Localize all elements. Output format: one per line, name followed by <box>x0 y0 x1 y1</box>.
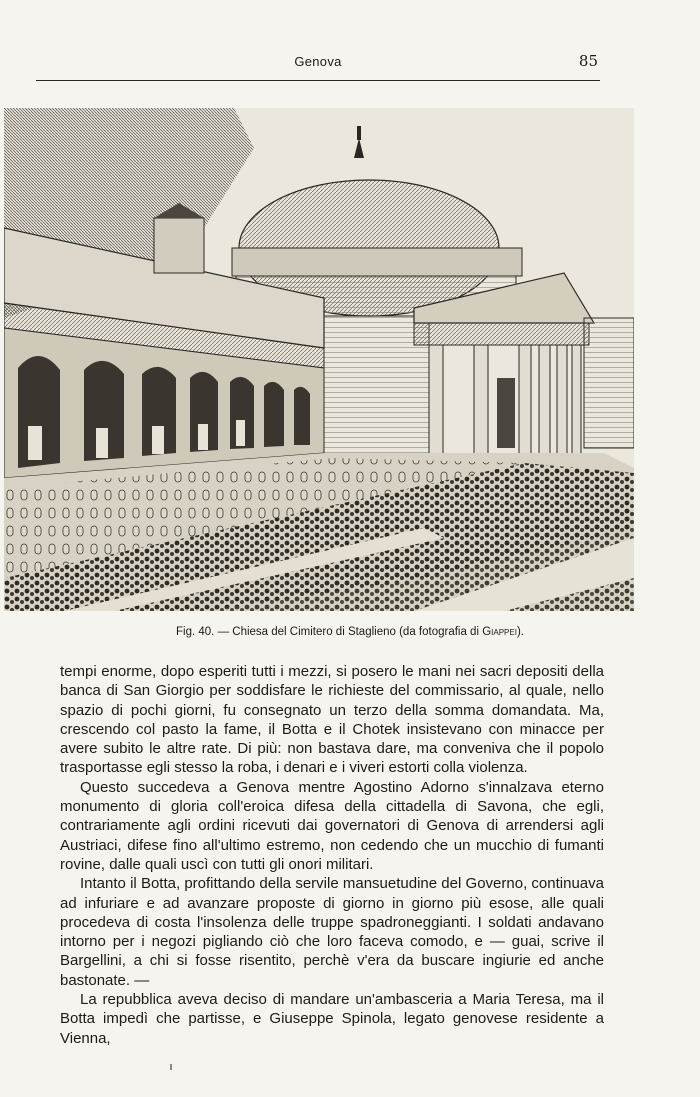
figure-caption <box>0 626 700 638</box>
figure-illustration <box>4 108 634 611</box>
paragraph: Intanto il Botta, profittando della servile mansuetudine del Governo, continuava ad infuriare e ad avanzare proposte di giorno in giorno più esose, alle quali procedeva di costa l'insolenza delle truppe spadroneggianti. I soldati andavano intorno per i negozi pigliando ciò che loro faceva comodo, e — guai, scrive il Bargellini, a chi si fosse risentito, perchè v'era da buscare ingiurie ed anche bastonate. — <box>60 875 604 989</box>
paragraph: Questo succedeva a Genova mentre Agostino Adorno s'innalzava eterno monumento di gloria coll'eroica difesa della cittadella di Savona, che egli, contrariamente agli ordini ricevuti dai governatori di Genova di arrendersi agli Austriaci, difese fino all'ultimo estremo, non cedendo che un mucchio di fumanti rovine, dalle quali uscì con tutti gli onori militari. <box>60 778 604 873</box>
page-number: 85 <box>578 52 598 70</box>
church-engraving <box>4 108 634 611</box>
caption-credit: Giappei <box>482 626 517 638</box>
paper-speck <box>170 1064 172 1070</box>
caption-text: Fig. 40. — Chiesa del Cimitero di Staglieno (da fotografia di <box>176 626 483 638</box>
paragraph: La repubblica aveva deciso di mandare un'ambasceria a Maria Teresa, ma il Botta impedì che partisse, e Giuseppe Spinola, legato genovese residente a Vienna, <box>60 991 604 1047</box>
body-text <box>60 662 604 1048</box>
page-header <box>36 52 600 81</box>
running-title: Genova <box>294 54 342 69</box>
paragraph: tempi enorme, dopo esperiti tutti i mezzi, si posero le mani nei sacri depositi della banca di San Giorgio per soddisfare le richieste del commissario, al quale, nello spazio di pochi giorni, fu consegnato un terzo della somma domandata. Ma, crescendo col pasto la fame, il Botta e il Chotek insistevano con minacce per avere subito le altre rate. Di più: non bastava dare, ma conveniva che il popolo trasportasse egli stesso la roba, i denari e i viveri estorti colla violenza. <box>60 663 604 777</box>
caption-suffix: ). <box>516 626 524 638</box>
